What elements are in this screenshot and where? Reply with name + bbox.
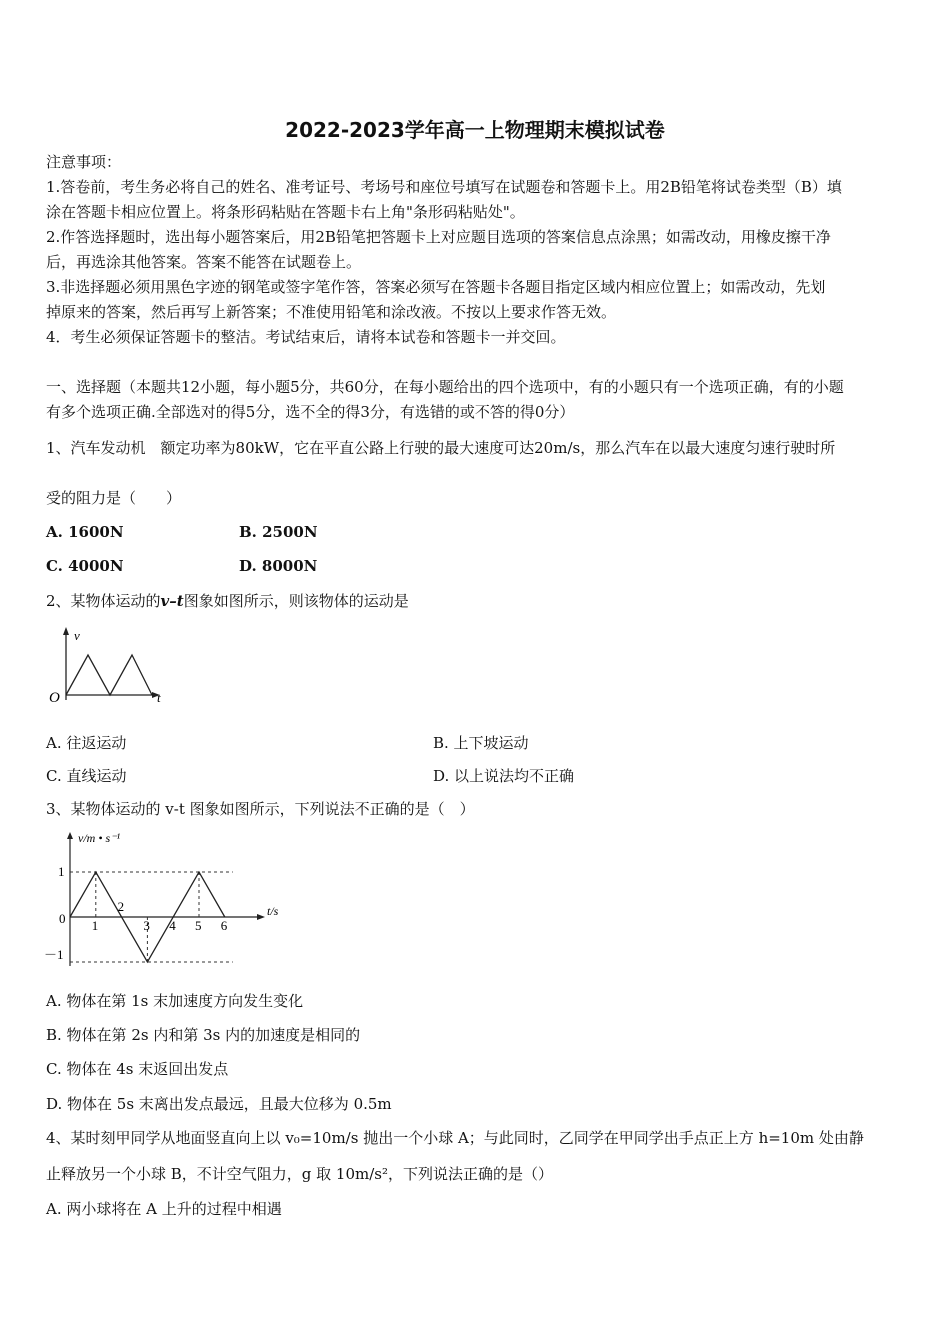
notice-line: 1.答卷前，考生务必将自己的姓名、准考证号、考场号和座位号填写在试题卷和答题卡上。用2B铅笔将试卷类型（B）填	[46, 178, 842, 196]
q1-option-a: A. 1600N	[46, 523, 124, 541]
q3-option-c: C. 物体在 4s 末返回出发点	[46, 1060, 229, 1078]
q2-origin-label: O	[49, 690, 60, 706]
notice-line: 掉原来的答案，然后再写上新答案；不准使用铅笔和涂改液。不按以上要求作答无效。	[46, 303, 617, 321]
q4-stem: 4、某时刻甲同学从地面竖直向上以 v₀=10m/s 抛出一个小球 A；与此同时，乙同学在甲同学出手点正上方 h=10m 处由静	[46, 1129, 864, 1147]
q1-option-d: D. 8000N	[239, 557, 318, 575]
q3-xtick-label: 4	[169, 918, 176, 933]
q2-zigzag-line	[66, 655, 152, 695]
q4-stem: 止释放另一个小球 B，不计空气阻力，g 取 10m/s²，下列说法正确的是（）	[46, 1165, 554, 1183]
q3-option-b: B. 物体在第 2s 内和第 3s 内的加速度是相同的	[46, 1026, 361, 1044]
q3-vt-graph	[40, 826, 290, 972]
q2-stem	[46, 591, 409, 611]
q2-v-label: v	[74, 628, 80, 643]
q2-option-a: A. 往返运动	[46, 734, 127, 752]
q3-option-d: D. 物体在 5s 末离出发点最远，且最大位移为 0.5m	[46, 1095, 392, 1113]
q3-y-axis-label: v/m • s⁻¹	[78, 831, 121, 845]
q3-ytick-pos: 1	[58, 864, 65, 879]
notice-heading: 注意事项：	[46, 153, 122, 171]
page-title: 2022-2023学年高一上物理期末模拟试卷	[285, 118, 665, 142]
q3-x-axis-label: t/s	[267, 904, 279, 918]
q1-option-b: B. 2500N	[239, 523, 318, 541]
notice-line: 后，再选涂其他答案。答案不能答在试题卷上。	[46, 253, 362, 271]
q2-option-b: B. 上下坡运动	[433, 734, 529, 752]
q2-t-label: t	[157, 690, 161, 705]
q3-ytick-neg: －1	[44, 947, 64, 962]
q2-stem-vt: v–t	[160, 592, 184, 610]
section-header: 有多个选项正确.全部选对的得5分，选不全的得3分，有选错的或不答的得0分）	[46, 403, 575, 421]
q3-stem: 3、某物体运动的 v-t 图象如图所示，下列说法不正确的是（ ）	[46, 800, 475, 818]
q3-origin-label: 0	[59, 911, 66, 926]
section-header: 一、选择题（本题共12小题，每小题5分，共60分，在每小题给出的四个选项中，有的小题只有一个选项正确，有的小题	[46, 378, 844, 396]
q3-xtick-label: 1	[91, 918, 99, 933]
q1-stem: 受的阻力是（ ）	[46, 489, 182, 507]
q3-x-arrow	[257, 914, 265, 920]
q3-xtick-label: 2	[117, 899, 125, 914]
q4-option-a: A. 两小球将在 A 上升的过程中相遇	[46, 1200, 282, 1218]
q3-xtick-label: 6	[220, 918, 228, 933]
notice-line: 3.非选择题必须用黑色字迹的钢笔或签字笔作答，答案必须写在答题卡各题目指定区域内相应位置上；如需改动，先划	[46, 278, 826, 296]
notice-line: 2.作答选择题时，选出每小题答案后，用2B铅笔把答题卡上对应题目选项的答案信息点涂黑；如需改动，用橡皮擦干净	[46, 228, 831, 246]
q2-option-c: C. 直线运动	[46, 767, 127, 785]
q2-vt-graph	[44, 624, 174, 706]
q3-option-a: A. 物体在第 1s 末加速度方向发生变化	[46, 992, 304, 1010]
q3-xtick-label: 3	[143, 918, 150, 933]
q2-stem-suffix: 图象如图所示，则该物体的运动是	[183, 592, 409, 610]
q1-stem: 1、汽车发动机 额定功率为80kW，它在平直公路上行驶的最大速度可达20m/s，那么汽车在以最大速度匀速行驶时所	[46, 439, 836, 457]
q2-v-arrow	[63, 627, 69, 635]
q3-xtick-label: 5	[195, 918, 202, 933]
q3-y-arrow	[67, 832, 73, 839]
notice-line: 涂在答题卡相应位置上。将条形码粘贴在答题卡右上角"条形码粘贴处"。	[46, 203, 525, 221]
notice-line: 4．考生必须保证答题卡的整洁。考试结束后，请将本试卷和答题卡一并交回。	[46, 328, 566, 346]
q2-option-d: D. 以上说法均不正确	[433, 767, 575, 785]
q1-option-c: C. 4000N	[46, 557, 124, 575]
q2-stem-prefix: 2、某物体运动的	[46, 592, 161, 610]
